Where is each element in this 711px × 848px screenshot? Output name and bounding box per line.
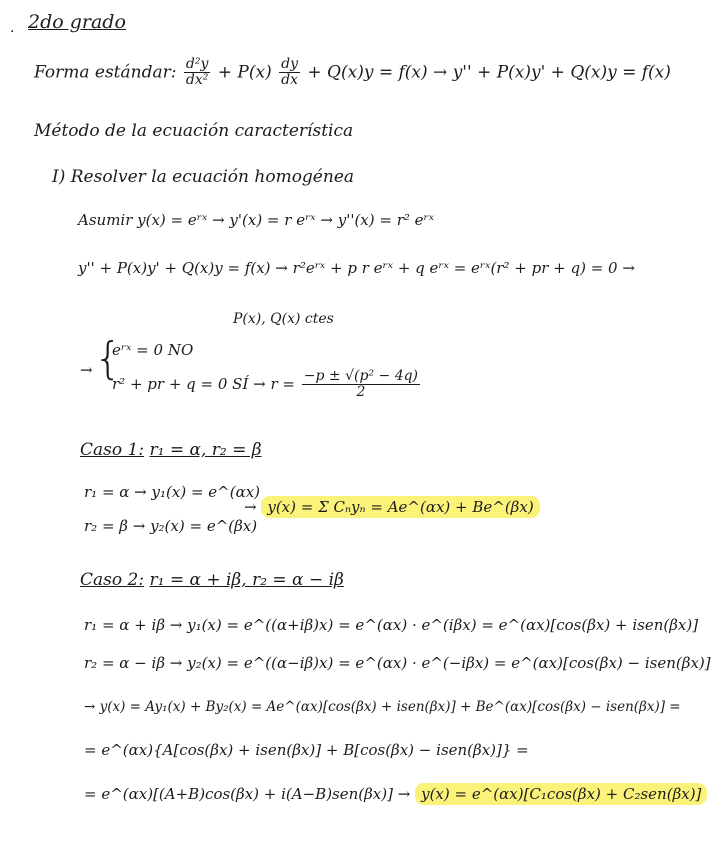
frac2-num: dy	[281, 56, 298, 72]
nota-pq-ctes: P(x), Q(x) ctes	[233, 311, 334, 327]
caso2-y1: r₁ = α + iβ → y₁(x) = e^((α+iβ)x) = e^(αx) · e^(iβx) = e^(αx)[cos(βx) + isen(βx)]	[84, 616, 699, 634]
frac1-den: dx²	[185, 72, 209, 89]
opciones-arrow: →	[80, 361, 93, 379]
caso2-result-line	[84, 786, 707, 803]
caso2-result-highlight: y(x) = e^(αx)[C₁cos(βx) + C₂sen(βx)]	[415, 783, 707, 805]
caso2-title: Caso 2:	[80, 570, 145, 590]
caso2-y2: r₂ = α − iβ → y₂(x) = e^((α−iβ)x) = e^(αx) · e^(−iβx) = e^(αx)[cos(βx) − isen(βx)]	[84, 654, 711, 672]
caso1-y2: r₂ = β → y₂(x) = e^(βx)	[84, 517, 258, 535]
opcion-si	[112, 369, 422, 401]
frac1-num: d²y	[185, 56, 209, 72]
forma-mid: + P(x)	[217, 62, 272, 83]
caso1-y1: r₁ = α → y₁(x) = e^(αx)	[84, 483, 261, 501]
caso2-combinacion: → y(x) = Ay₁(x) + By₂(x) = Ae^(αx)[cos(βx) + isen(βx)] + Be^(αx)[cos(βx) − isen(βx)] =	[84, 699, 681, 715]
caso2-heading	[80, 571, 344, 590]
frac2-den: dx	[281, 72, 298, 89]
frac-dy-dx	[279, 57, 300, 89]
metodo-heading: Método de la ecuación característica	[34, 121, 354, 141]
opcion-no: eʳˣ = 0 NO	[112, 341, 194, 359]
caso1-result-highlight: y(x) = Σ Cₙyₙ = Ae^(αx) + Be^(βx)	[261, 496, 539, 518]
caso2-cond: r₁ = α + iβ, r₂ = α − iβ	[149, 570, 344, 590]
frac-d2y-dx2	[184, 57, 210, 89]
opciones-brace: {	[94, 333, 122, 384]
caso1-cond: r₁ = α, r₂ = β	[149, 440, 262, 460]
forma-label: Forma estándar:	[34, 62, 177, 83]
opcion-si-pre: r² + pr + q = 0 SÍ → r =	[112, 374, 295, 393]
forma-rest: + Q(x)y = f(x) → y'' + P(x)y' + Q(x)y = f(x)	[307, 62, 671, 83]
asumir-line: Asumir y(x) = eʳˣ → y'(x) = r eʳˣ → y''(x) = r² eʳˣ	[78, 211, 435, 229]
raiz-num: −p ± √(p² − 4q)	[303, 368, 419, 384]
bullet: ·	[10, 24, 15, 40]
caso1-heading	[80, 441, 262, 460]
caso2-factor: = e^(αx){A[cos(βx) + isen(βx)] + B[cos(βx) − isen(βx)]} =	[84, 741, 529, 759]
sustitucion-line: y'' + P(x)y' + Q(x)y = f(x) → r²eʳˣ + p r eʳˣ + q eʳˣ = eʳˣ(r² + pr + q) = 0 →	[78, 259, 635, 277]
caso1-result-line	[244, 499, 540, 516]
forma-estandar	[34, 57, 671, 89]
page-title: 2do grado	[28, 11, 126, 33]
paso1-heading: I) Resolver la ecuación homogénea	[52, 167, 355, 187]
caso1-title: Caso 1:	[80, 440, 145, 460]
caso1-arrow: →	[244, 498, 257, 516]
raiz-den: 2	[356, 384, 366, 401]
caso2-l5: = e^(αx)[(A+B)cos(βx) + i(A−B)sen(βx)] →	[84, 785, 411, 803]
raiz-frac	[302, 369, 420, 401]
